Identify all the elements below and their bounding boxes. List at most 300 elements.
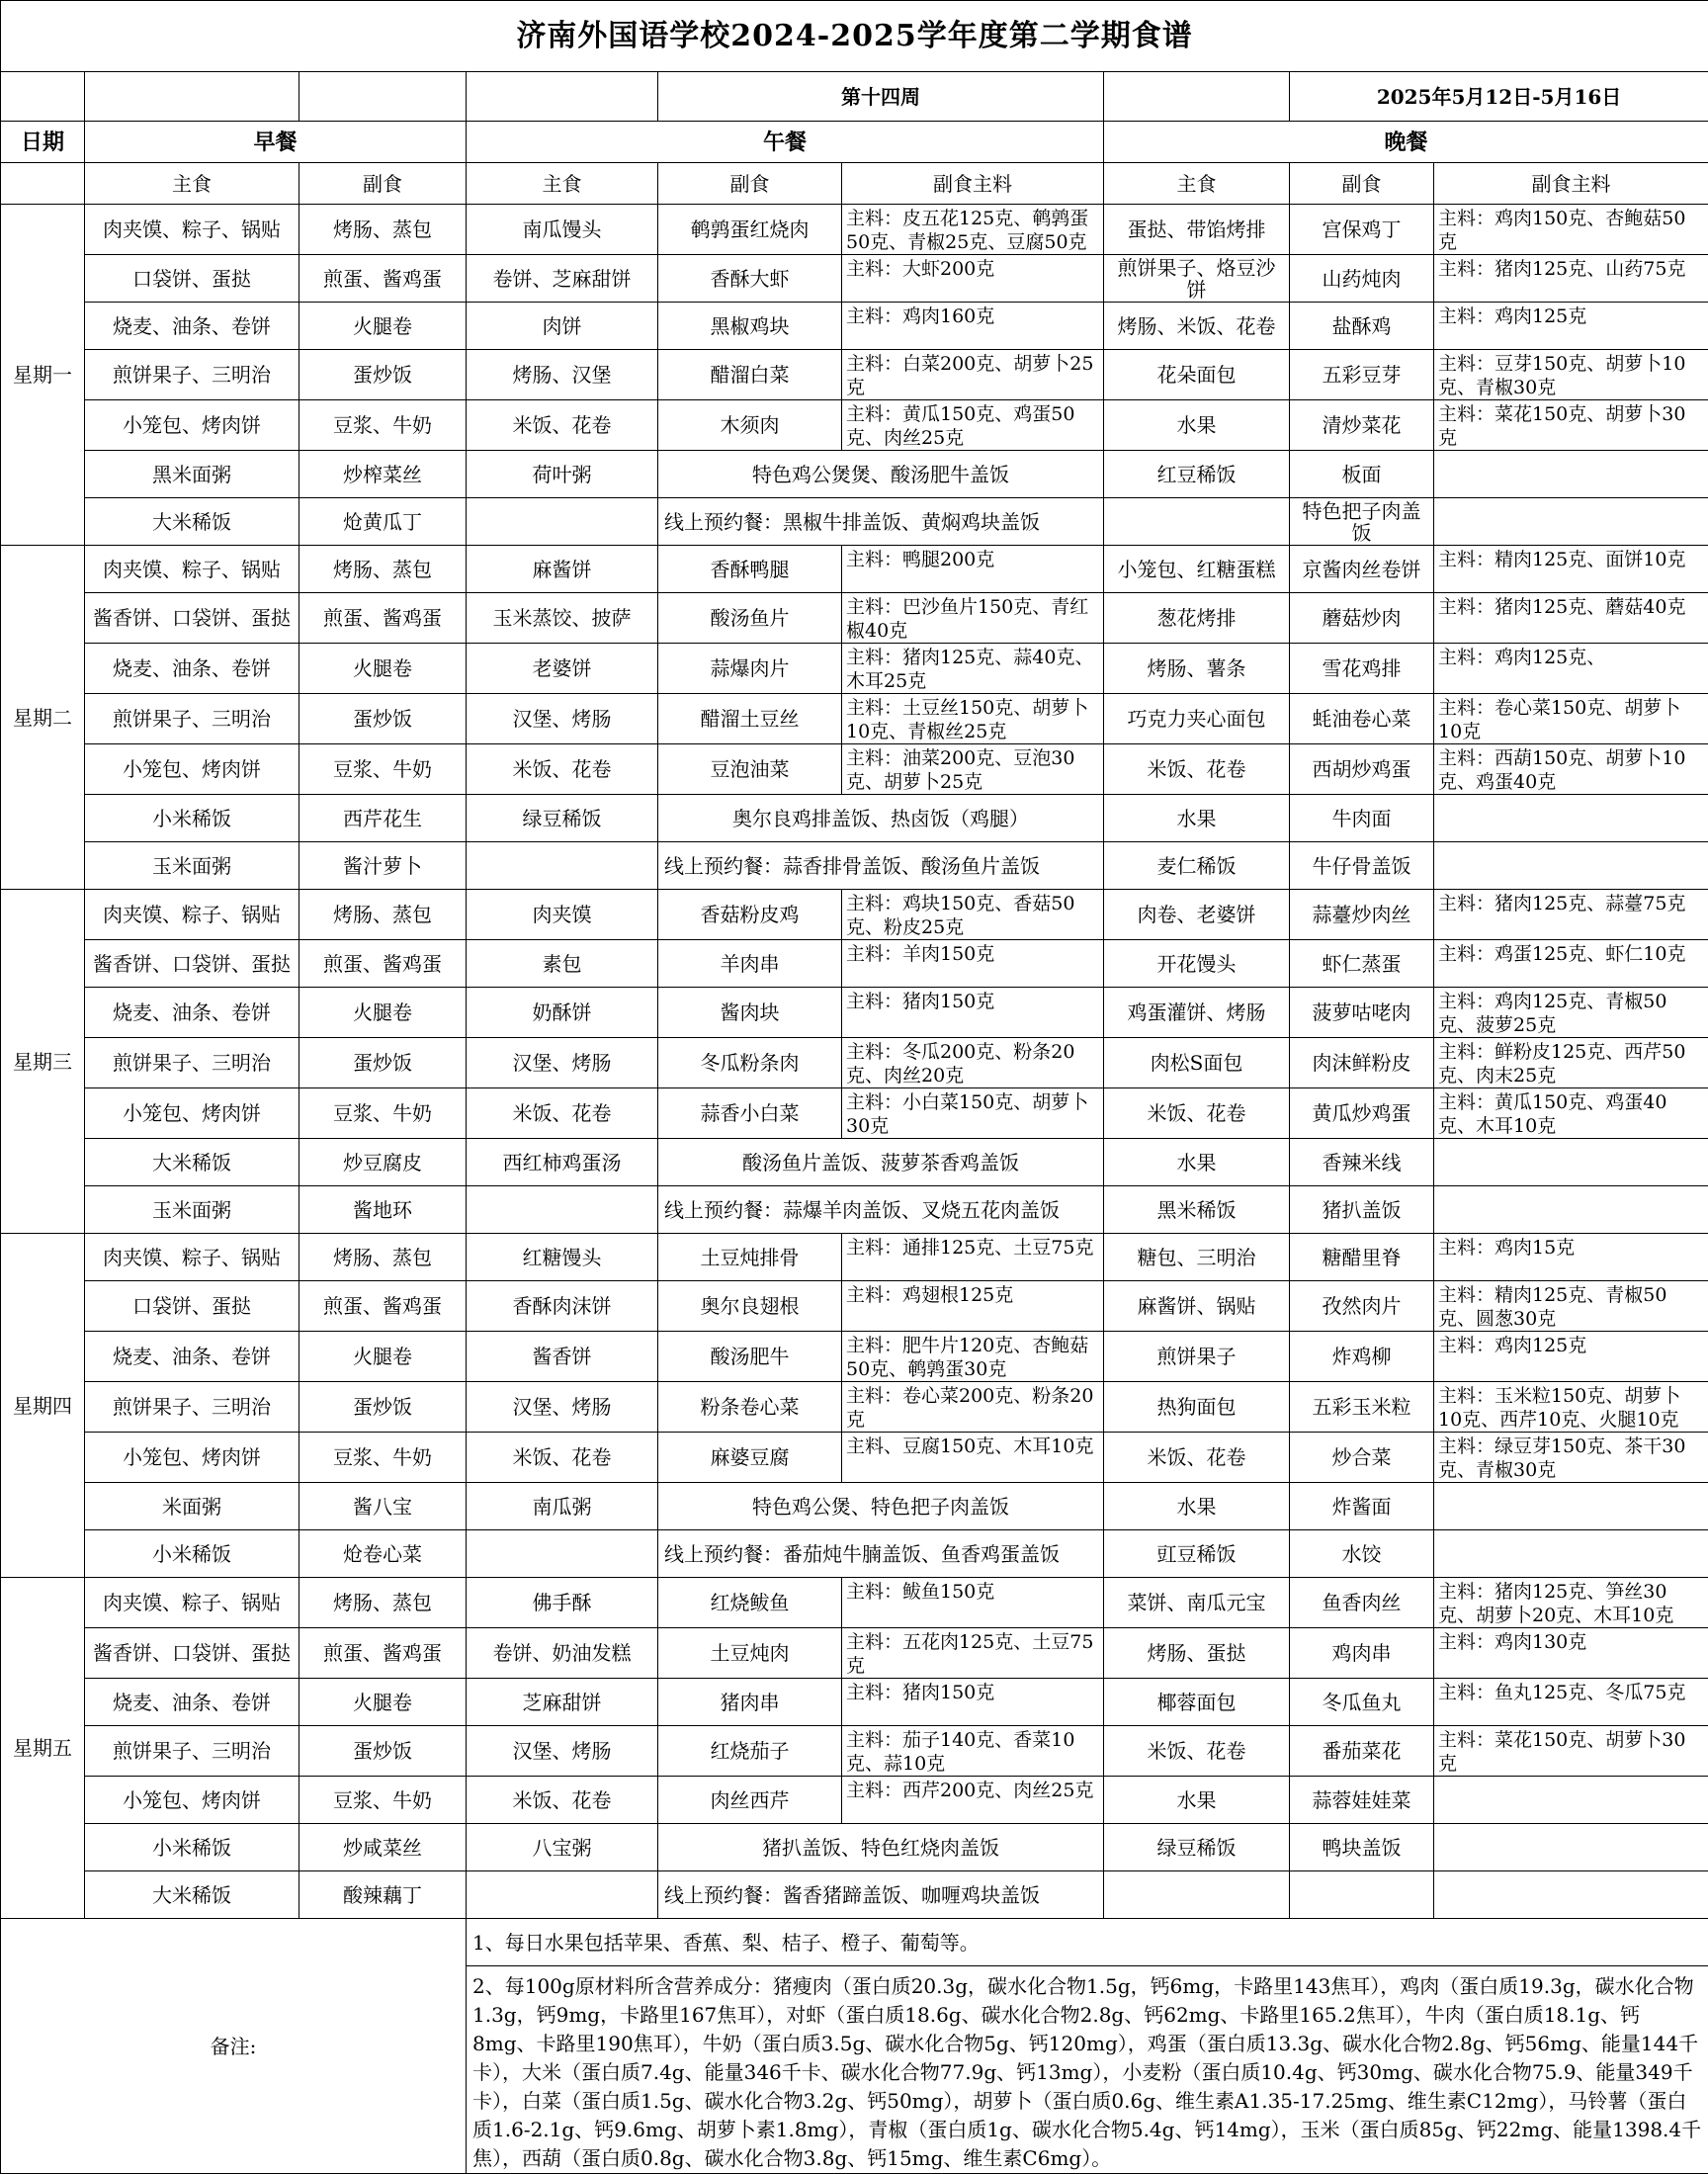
table-row — [1, 255, 1708, 303]
dinner-side: 虾仁蒸蛋 — [1290, 940, 1434, 988]
table-row — [1, 1332, 1708, 1382]
lunch-staple: 绿豆稀饭 — [467, 795, 658, 842]
lunch-side-main: 主料：羊肉150克 — [842, 940, 1104, 988]
lunch-side: 醋溜白菜 — [658, 350, 842, 400]
breakfast-staple: 玉米面粥 — [85, 1186, 299, 1234]
breakfast-side: 火腿卷 — [299, 644, 467, 694]
dinner-staple: 绿豆稀饭 — [1104, 1824, 1290, 1871]
breakfast-staple: 小笼包、烤肉饼 — [85, 744, 299, 795]
dinner-side-main: 主料：鲜粉皮125克、西芹50克、肉末25克 — [1434, 1038, 1708, 1088]
breakfast-side: 火腿卷 — [299, 303, 467, 350]
lunch-staple: 佛手酥 — [467, 1578, 658, 1628]
dinner-staple: 花朵面包 — [1104, 350, 1290, 400]
table-row — [1, 498, 1708, 546]
table-row — [1, 842, 1708, 890]
dinner-side: 炸鸡柳 — [1290, 1332, 1434, 1382]
dinner-side: 五彩豆芽 — [1290, 350, 1434, 400]
dinner-side-main — [1434, 498, 1708, 546]
dinner-side-main: 主料：猪肉125克、笋丝30克、胡萝卜20克、木耳10克 — [1434, 1578, 1708, 1628]
header-dinner: 晚餐 — [1104, 122, 1708, 163]
header-breakfast-side: 副食 — [299, 163, 467, 205]
dinner-side-main: 主料：猪肉125克、蒜薹75克 — [1434, 890, 1708, 940]
breakfast-staple: 小米稀饭 — [85, 1530, 299, 1578]
table-row — [1, 890, 1708, 940]
dinner-staple: 米饭、花卷 — [1104, 1433, 1290, 1483]
dinner-staple: 椰蓉面包 — [1104, 1679, 1290, 1726]
notes-line-2: 2、每100g原材料所含营养成分：猪瘦肉（蛋白质20.3g，碳水化合物1.5g，钙6mg，卡路里143焦耳），鸡肉（蛋白质19.3g，碳水化合物1.3g，钙9mg，卡路里167焦耳），对虾（蛋白质18.6g、碳水化合物2.8g、钙62mg、卡路里165.2焦耳），牛肉（蛋白质18.1g、钙8mg、卡路里190焦耳），牛奶（蛋白质3.5g、碳水化合物5g、钙120mg），鸡蛋（蛋白质13.3g、碳水化合物2.8g、钙56mg、能量144千卡），大米（蛋白质7.4g、能量346千卡、碳水化合物77.9g、钙13mg），小麦粉（蛋白质10.4g、钙30mg、碳水化合物75.9、能量349千卡），白菜（蛋白质1.5g、碳水化合物3.2g、钙50mg），胡萝卜（蛋白质0.6g、维生素A1.35-17.25mg、维生素C12mg），马铃薯（蛋白质1.6-2.1g、钙9.6mg、胡萝卜素1.8mg），青椒（蛋白质1g、碳水化合物5.4g、钙14mg），玉米（蛋白质85g、钙22mg、能量1398.4千焦），西葫（蛋白质0.8g、碳水化合物3.8g、钙15mg、维生素C6mg）。 — [467, 1966, 1708, 2174]
dinner-side: 西胡炒鸡蛋 — [1290, 744, 1434, 795]
dinner-staple: 米饭、花卷 — [1104, 1088, 1290, 1139]
lunch-staple: 米饭、花卷 — [467, 744, 658, 795]
notes-line-1: 1、每日水果包括苹果、香蕉、梨、桔子、橙子、葡萄等。 — [467, 1919, 1708, 1966]
lunch-side: 奥尔良翅根 — [658, 1281, 842, 1332]
lunch-staple: 酱香饼 — [467, 1332, 658, 1382]
lunch-side-main: 主料：通排125克、土豆75克 — [842, 1234, 1104, 1281]
lunch-side: 香酥大虾 — [658, 255, 842, 303]
lunch-set-meal: 猪扒盖饭、特色红烧肉盖饭 — [658, 1824, 1104, 1871]
dinner-staple: 米饭、花卷 — [1104, 1726, 1290, 1777]
dinner-side-main: 主料：鸡肉125克、青椒50克、菠萝25克 — [1434, 988, 1708, 1038]
lunch-side-main: 主料：鸭腿200克 — [842, 546, 1104, 593]
table-row — [1, 1628, 1708, 1679]
dinner-staple: 米饭、花卷 — [1104, 744, 1290, 795]
lunch-side-main: 主料：鸡翅根125克 — [842, 1281, 1104, 1332]
lunch-online-order: 线上预约餐：黑椒牛排盖饭、黄焖鸡块盖饭 — [658, 498, 1104, 546]
dinner-side: 京酱肉丝卷饼 — [1290, 546, 1434, 593]
breakfast-staple: 烧麦、油条、卷饼 — [85, 644, 299, 694]
lunch-staple: 汉堡、烤肠 — [467, 1038, 658, 1088]
lunch-side: 木须肉 — [658, 400, 842, 451]
dinner-side-main: 主料：菜花150克、胡萝卜30克 — [1434, 400, 1708, 451]
lunch-staple: 肉饼 — [467, 303, 658, 350]
lunch-side: 猪肉串 — [658, 1679, 842, 1726]
lunch-set-meal: 特色鸡公煲、特色把子肉盖饭 — [658, 1483, 1104, 1530]
dinner-side: 鸭块盖饭 — [1290, 1824, 1434, 1871]
dinner-side: 牛仔骨盖饭 — [1290, 842, 1434, 890]
breakfast-staple: 大米稀饭 — [85, 498, 299, 546]
dinner-side-main: 主料：鸡肉150克、杏鲍菇50克 — [1434, 205, 1708, 255]
lunch-staple: 芝麻甜饼 — [467, 1679, 658, 1726]
table-row — [1, 1578, 1708, 1628]
dinner-side-main — [1434, 451, 1708, 498]
dinner-side-main — [1434, 1871, 1708, 1919]
lunch-side-main: 主料：小白菜150克、胡萝卜30克 — [842, 1088, 1104, 1139]
dinner-side: 蒜蓉娃娃菜 — [1290, 1777, 1434, 1824]
dinner-staple: 麦仁稀饭 — [1104, 842, 1290, 890]
breakfast-side: 豆浆、牛奶 — [299, 1088, 467, 1139]
table-row — [1, 593, 1708, 644]
breakfast-side: 煎蛋、酱鸡蛋 — [299, 593, 467, 644]
lunch-side: 土豆炖肉 — [658, 1628, 842, 1679]
breakfast-staple: 酱香饼、口袋饼、蛋挞 — [85, 1628, 299, 1679]
lunch-side: 粉条卷心菜 — [658, 1382, 842, 1433]
lunch-side-main: 主料：茄子140克、香菜10克、蒜10克 — [842, 1726, 1104, 1777]
dinner-side: 宫保鸡丁 — [1290, 205, 1434, 255]
lunch-staple: 米饭、花卷 — [467, 400, 658, 451]
lunch-side: 豆泡油菜 — [658, 744, 842, 795]
breakfast-side: 烤肠、蒸包 — [299, 1234, 467, 1281]
lunch-staple: 汉堡、烤肠 — [467, 1726, 658, 1777]
dinner-side-main: 主料：猪肉125克、蘑菇40克 — [1434, 593, 1708, 644]
lunch-staple — [467, 842, 658, 890]
dinner-side-main — [1434, 1139, 1708, 1186]
breakfast-side: 酱八宝 — [299, 1483, 467, 1530]
breakfast-side: 烤肠、蒸包 — [299, 205, 467, 255]
dinner-side: 番茄菜花 — [1290, 1726, 1434, 1777]
dinner-side-main: 主料：卷心菜150克、胡萝卜10克 — [1434, 694, 1708, 744]
lunch-staple: 米饭、花卷 — [467, 1777, 658, 1824]
breakfast-side: 豆浆、牛奶 — [299, 1777, 467, 1824]
lunch-online-order: 线上预约餐：蒜爆羊肉盖饭、叉烧五花肉盖饭 — [658, 1186, 1104, 1234]
lunch-staple: 麻酱饼 — [467, 546, 658, 593]
lunch-side-main: 主料：巴沙鱼片150克、青红椒40克 — [842, 593, 1104, 644]
dinner-side — [1290, 1871, 1434, 1919]
dinner-side: 糖醋里脊 — [1290, 1234, 1434, 1281]
lunch-side-main: 主料、豆腐150克、木耳10克 — [842, 1433, 1104, 1483]
lunch-side-main: 主料：猪肉150克 — [842, 988, 1104, 1038]
table-row — [1, 350, 1708, 400]
breakfast-staple: 大米稀饭 — [85, 1871, 299, 1919]
dinner-side-main — [1434, 1186, 1708, 1234]
table-row — [1, 1382, 1708, 1433]
header-breakfast: 早餐 — [85, 122, 467, 163]
lunch-side-main: 主料：鸡肉160克 — [842, 303, 1104, 350]
dinner-side: 炒合菜 — [1290, 1433, 1434, 1483]
dinner-staple: 水果 — [1104, 1777, 1290, 1824]
dinner-side-main — [1434, 1483, 1708, 1530]
table-row — [1, 1186, 1708, 1234]
breakfast-staple: 小笼包、烤肉饼 — [85, 1777, 299, 1824]
dinner-side-main — [1434, 1530, 1708, 1578]
dinner-side: 孜然肉片 — [1290, 1281, 1434, 1332]
lunch-side-main: 主料：鲅鱼150克 — [842, 1578, 1104, 1628]
header-lunch-side-main: 副食主料 — [842, 163, 1104, 205]
dinner-staple: 烤肠、蛋挞 — [1104, 1628, 1290, 1679]
dinner-side-main: 主料：西葫150克、胡萝卜10克、鸡蛋40克 — [1434, 744, 1708, 795]
breakfast-side: 酸辣藕丁 — [299, 1871, 467, 1919]
header-date: 日期 — [1, 122, 85, 163]
breakfast-staple: 烧麦、油条、卷饼 — [85, 303, 299, 350]
breakfast-side: 酱地环 — [299, 1186, 467, 1234]
lunch-side-main: 主料：猪肉150克 — [842, 1679, 1104, 1726]
table-row — [1, 1483, 1708, 1530]
lunch-staple: 汉堡、烤肠 — [467, 1382, 658, 1433]
dinner-side: 肉沫鲜粉皮 — [1290, 1038, 1434, 1088]
lunch-side: 醋溜土豆丝 — [658, 694, 842, 744]
lunch-staple: 米饭、花卷 — [467, 1433, 658, 1483]
lunch-staple: 西红柿鸡蛋汤 — [467, 1139, 658, 1186]
lunch-side: 麻婆豆腐 — [658, 1433, 842, 1483]
breakfast-side: 炒咸菜丝 — [299, 1824, 467, 1871]
header-dinner-side-main: 副食主料 — [1434, 163, 1708, 205]
breakfast-side: 豆浆、牛奶 — [299, 744, 467, 795]
blank-cell — [1, 163, 85, 205]
table-row — [1, 205, 1708, 255]
date-range: 2025年5月12日-5月16日 — [1290, 72, 1708, 122]
lunch-set-meal: 奥尔良鸡排盖饭、热卤饭（鸡腿） — [658, 795, 1104, 842]
dinner-staple: 烤肠、薯条 — [1104, 644, 1290, 694]
table-row — [1, 546, 1708, 593]
breakfast-staple: 烧麦、油条、卷饼 — [85, 1679, 299, 1726]
dinner-side-main: 主料：鱼丸125克、冬瓜75克 — [1434, 1679, 1708, 1726]
dinner-staple: 烤肠、米饭、花卷 — [1104, 303, 1290, 350]
dinner-side: 黄瓜炒鸡蛋 — [1290, 1088, 1434, 1139]
dinner-staple: 葱花烤排 — [1104, 593, 1290, 644]
breakfast-staple: 煎饼果子、三明治 — [85, 350, 299, 400]
week-label: 第十四周 — [658, 72, 1104, 122]
breakfast-side: 煎蛋、酱鸡蛋 — [299, 940, 467, 988]
dinner-side: 香辣米线 — [1290, 1139, 1434, 1186]
breakfast-staple: 酱香饼、口袋饼、蛋挞 — [85, 940, 299, 988]
dinner-side: 清炒菜花 — [1290, 400, 1434, 451]
dinner-side-main: 主料：鸡肉125克 — [1434, 303, 1708, 350]
table-row — [1, 451, 1708, 498]
breakfast-staple: 肉夹馍、粽子、锅贴 — [85, 546, 299, 593]
dinner-staple: 小笼包、红糖蛋糕 — [1104, 546, 1290, 593]
dinner-side-main — [1434, 842, 1708, 890]
dinner-staple: 菜饼、南瓜元宝 — [1104, 1578, 1290, 1628]
lunch-side-main: 主料：五花肉125克、土豆75克 — [842, 1628, 1104, 1679]
lunch-staple — [467, 1186, 658, 1234]
lunch-staple: 肉夹馍 — [467, 890, 658, 940]
header-lunch-staple: 主食 — [467, 163, 658, 205]
breakfast-side: 火腿卷 — [299, 988, 467, 1038]
table-row — [1, 644, 1708, 694]
dinner-staple: 肉松S面包 — [1104, 1038, 1290, 1088]
dinner-side-main: 主料：菜花150克、胡萝卜30克 — [1434, 1726, 1708, 1777]
dinner-staple: 豇豆稀饭 — [1104, 1530, 1290, 1578]
table-row — [1, 1433, 1708, 1483]
lunch-staple: 老婆饼 — [467, 644, 658, 694]
breakfast-side: 煎蛋、酱鸡蛋 — [299, 255, 467, 303]
blank-cell — [85, 72, 299, 122]
breakfast-side: 豆浆、牛奶 — [299, 400, 467, 451]
dinner-staple: 煎饼果子、烙豆沙饼 — [1104, 255, 1290, 303]
dinner-side-main: 主料：鸡蛋125克、虾仁10克 — [1434, 940, 1708, 988]
blank-cell — [1, 72, 85, 122]
header-dinner-side: 副食 — [1290, 163, 1434, 205]
dinner-side-main — [1434, 1824, 1708, 1871]
table-row — [1, 303, 1708, 350]
notes-row — [1, 1919, 1708, 1966]
notes-label: 备注: — [1, 1919, 467, 2174]
breakfast-staple: 小笼包、烤肉饼 — [85, 1433, 299, 1483]
breakfast-staple: 口袋饼、蛋挞 — [85, 255, 299, 303]
dinner-staple: 黑米稀饭 — [1104, 1186, 1290, 1234]
lunch-side: 蒜爆肉片 — [658, 644, 842, 694]
dinner-side-main: 主料：鸡肉130克 — [1434, 1628, 1708, 1679]
lunch-staple: 八宝粥 — [467, 1824, 658, 1871]
lunch-side: 红烧鲅鱼 — [658, 1578, 842, 1628]
table-row — [1, 694, 1708, 744]
breakfast-side: 炝卷心菜 — [299, 1530, 467, 1578]
lunch-staple: 南瓜粥 — [467, 1483, 658, 1530]
breakfast-side: 炝黄瓜丁 — [299, 498, 467, 546]
lunch-staple — [467, 498, 658, 546]
table-row — [1, 1281, 1708, 1332]
dinner-side: 蒜薹炒肉丝 — [1290, 890, 1434, 940]
lunch-side-main: 主料：鸡块150克、香菇50克、粉皮25克 — [842, 890, 1104, 940]
lunch-side: 红烧茄子 — [658, 1726, 842, 1777]
lunch-staple — [467, 1871, 658, 1919]
lunch-set-meal: 酸汤鱼片盖饭、菠萝茶香鸡盖饭 — [658, 1139, 1104, 1186]
breakfast-staple: 小笼包、烤肉饼 — [85, 1088, 299, 1139]
table-row — [1, 795, 1708, 842]
dinner-staple: 煎饼果子 — [1104, 1332, 1290, 1382]
header-dinner-staple: 主食 — [1104, 163, 1290, 205]
breakfast-staple: 米面粥 — [85, 1483, 299, 1530]
dinner-side: 牛肉面 — [1290, 795, 1434, 842]
dinner-staple: 蛋挞、带馅烤排 — [1104, 205, 1290, 255]
breakfast-side: 烤肠、蒸包 — [299, 890, 467, 940]
breakfast-staple: 烧麦、油条、卷饼 — [85, 1332, 299, 1382]
table-row — [1, 1777, 1708, 1824]
lunch-side: 蒜香小白菜 — [658, 1088, 842, 1139]
lunch-side: 肉丝西芹 — [658, 1777, 842, 1824]
dinner-side-main: 主料：猪肉125克、山药75克 — [1434, 255, 1708, 303]
day-name: 星期三 — [1, 890, 85, 1234]
breakfast-side: 蛋炒饭 — [299, 1726, 467, 1777]
lunch-staple: 玉米蒸饺、披萨 — [467, 593, 658, 644]
lunch-side-main: 主料：肥牛片120克、杏鲍菇50克、鹌鹑蛋30克 — [842, 1332, 1104, 1382]
breakfast-staple: 烧麦、油条、卷饼 — [85, 988, 299, 1038]
table-row — [1, 1139, 1708, 1186]
header-breakfast-staple: 主食 — [85, 163, 299, 205]
dinner-side: 菠萝咕咾肉 — [1290, 988, 1434, 1038]
dinner-side-main: 主料：精肉125克、面饼10克 — [1434, 546, 1708, 593]
lunch-side: 酸汤肥牛 — [658, 1332, 842, 1382]
day-name: 星期四 — [1, 1234, 85, 1578]
breakfast-staple: 小米稀饭 — [85, 1824, 299, 1871]
breakfast-side: 酱汁萝卜 — [299, 842, 467, 890]
dinner-side: 蘑菇炒肉 — [1290, 593, 1434, 644]
blank-cell — [1104, 72, 1290, 122]
lunch-side-main: 主料：猪肉125克、蒜40克、木耳25克 — [842, 644, 1104, 694]
dinner-staple — [1104, 498, 1290, 546]
dinner-side-main — [1434, 1777, 1708, 1824]
dinner-side: 鱼香肉丝 — [1290, 1578, 1434, 1628]
dinner-side: 板面 — [1290, 451, 1434, 498]
dinner-staple: 巧克力夹心面包 — [1104, 694, 1290, 744]
header-lunch: 午餐 — [467, 122, 1104, 163]
lunch-staple: 南瓜馒头 — [467, 205, 658, 255]
dinner-side: 冬瓜鱼丸 — [1290, 1679, 1434, 1726]
dinner-staple: 水果 — [1104, 795, 1290, 842]
breakfast-side: 炒豆腐皮 — [299, 1139, 467, 1186]
breakfast-side: 火腿卷 — [299, 1679, 467, 1726]
dinner-side-main: 主料：精肉125克、青椒50克、圆葱30克 — [1434, 1281, 1708, 1332]
breakfast-staple: 煎饼果子、三明治 — [85, 1382, 299, 1433]
dinner-side: 雪花鸡排 — [1290, 644, 1434, 694]
table-row — [1, 1234, 1708, 1281]
dinner-side: 水饺 — [1290, 1530, 1434, 1578]
breakfast-staple: 酱香饼、口袋饼、蛋挞 — [85, 593, 299, 644]
breakfast-staple: 肉夹馍、粽子、锅贴 — [85, 890, 299, 940]
lunch-staple — [467, 1530, 658, 1578]
breakfast-staple: 黑米面粥 — [85, 451, 299, 498]
dinner-staple: 鸡蛋灌饼、烤肠 — [1104, 988, 1290, 1038]
dinner-side: 鸡肉串 — [1290, 1628, 1434, 1679]
breakfast-staple: 小米稀饭 — [85, 795, 299, 842]
dinner-side: 五彩玉米粒 — [1290, 1382, 1434, 1433]
lunch-staple: 汉堡、烤肠 — [467, 694, 658, 744]
dinner-staple: 糖包、三明治 — [1104, 1234, 1290, 1281]
table-row — [1, 1530, 1708, 1578]
dinner-staple: 麻酱饼、锅贴 — [1104, 1281, 1290, 1332]
breakfast-side: 煎蛋、酱鸡蛋 — [299, 1281, 467, 1332]
table-row — [1, 988, 1708, 1038]
breakfast-staple: 肉夹馍、粽子、锅贴 — [85, 205, 299, 255]
dinner-staple: 热狗面包 — [1104, 1382, 1290, 1433]
lunch-set-meal: 特色鸡公煲煲、酸汤肥牛盖饭 — [658, 451, 1104, 498]
dinner-side: 猪扒盖饭 — [1290, 1186, 1434, 1234]
dinner-side-main: 主料：鸡肉125克 — [1434, 1332, 1708, 1382]
dinner-side-main: 主料：鸡肉15克 — [1434, 1234, 1708, 1281]
breakfast-staple: 玉米面粥 — [85, 842, 299, 890]
lunch-side: 酱肉块 — [658, 988, 842, 1038]
dinner-side: 特色把子肉盖饭 — [1290, 498, 1434, 546]
dinner-staple: 红豆稀饭 — [1104, 451, 1290, 498]
lunch-side: 土豆炖排骨 — [658, 1234, 842, 1281]
dinner-staple: 水果 — [1104, 400, 1290, 451]
breakfast-staple: 口袋饼、蛋挞 — [85, 1281, 299, 1332]
lunch-staple: 米饭、花卷 — [467, 1088, 658, 1139]
breakfast-side: 西芹花生 — [299, 795, 467, 842]
day-name: 星期一 — [1, 205, 85, 546]
breakfast-side: 炒榨菜丝 — [299, 451, 467, 498]
lunch-staple: 奶酥饼 — [467, 988, 658, 1038]
table-row — [1, 744, 1708, 795]
dinner-side-main: 主料：鸡肉125克、 — [1434, 644, 1708, 694]
blank-cell — [467, 72, 658, 122]
lunch-side-main: 主料：大虾200克 — [842, 255, 1104, 303]
lunch-staple: 香酥肉沫饼 — [467, 1281, 658, 1332]
breakfast-side: 烤肠、蒸包 — [299, 1578, 467, 1628]
lunch-side-main: 主料：卷心菜200克、粉条20克 — [842, 1382, 1104, 1433]
lunch-side-main: 主料：皮五花125克、鹌鹑蛋50克、青椒25克、豆腐50克 — [842, 205, 1104, 255]
dinner-staple: 水果 — [1104, 1139, 1290, 1186]
lunch-side-main: 主料：白菜200克、胡萝卜25克 — [842, 350, 1104, 400]
dinner-staple: 肉卷、老婆饼 — [1104, 890, 1290, 940]
lunch-staple: 红糖馒头 — [467, 1234, 658, 1281]
lunch-side: 香菇粉皮鸡 — [658, 890, 842, 940]
dinner-side: 蚝油卷心菜 — [1290, 694, 1434, 744]
breakfast-staple: 煎饼果子、三明治 — [85, 694, 299, 744]
dinner-side-main — [1434, 795, 1708, 842]
dinner-side-main: 主料：绿豆芽150克、茶干30克、青椒30克 — [1434, 1433, 1708, 1483]
breakfast-staple: 大米稀饭 — [85, 1139, 299, 1186]
breakfast-side: 火腿卷 — [299, 1332, 467, 1382]
lunch-online-order: 线上预约餐：酱香猪蹄盖饭、咖喱鸡块盖饭 — [658, 1871, 1104, 1919]
lunch-side: 酸汤鱼片 — [658, 593, 842, 644]
breakfast-side: 豆浆、牛奶 — [299, 1433, 467, 1483]
dinner-side-main: 主料：豆芽150克、胡萝卜10克、青椒30克 — [1434, 350, 1708, 400]
breakfast-staple: 肉夹馍、粽子、锅贴 — [85, 1578, 299, 1628]
table-row — [1, 1038, 1708, 1088]
lunch-side-main: 主料：黄瓜150克、鸡蛋50克、肉丝25克 — [842, 400, 1104, 451]
dinner-side: 盐酥鸡 — [1290, 303, 1434, 350]
lunch-side-main: 主料：油菜200克、豆泡30克、胡萝卜25克 — [842, 744, 1104, 795]
dinner-staple: 开花馒头 — [1104, 940, 1290, 988]
lunch-side-main: 主料：西芹200克、肉丝25克 — [842, 1777, 1104, 1824]
breakfast-side: 烤肠、蒸包 — [299, 546, 467, 593]
lunch-staple: 卷饼、奶油发糕 — [467, 1628, 658, 1679]
lunch-staple: 荷叶粥 — [467, 451, 658, 498]
table-row — [1, 1088, 1708, 1139]
breakfast-side: 蛋炒饭 — [299, 694, 467, 744]
lunch-online-order: 线上预约餐：番茄炖牛腩盖饭、鱼香鸡蛋盖饭 — [658, 1530, 1104, 1578]
header-lunch-side: 副食 — [658, 163, 842, 205]
